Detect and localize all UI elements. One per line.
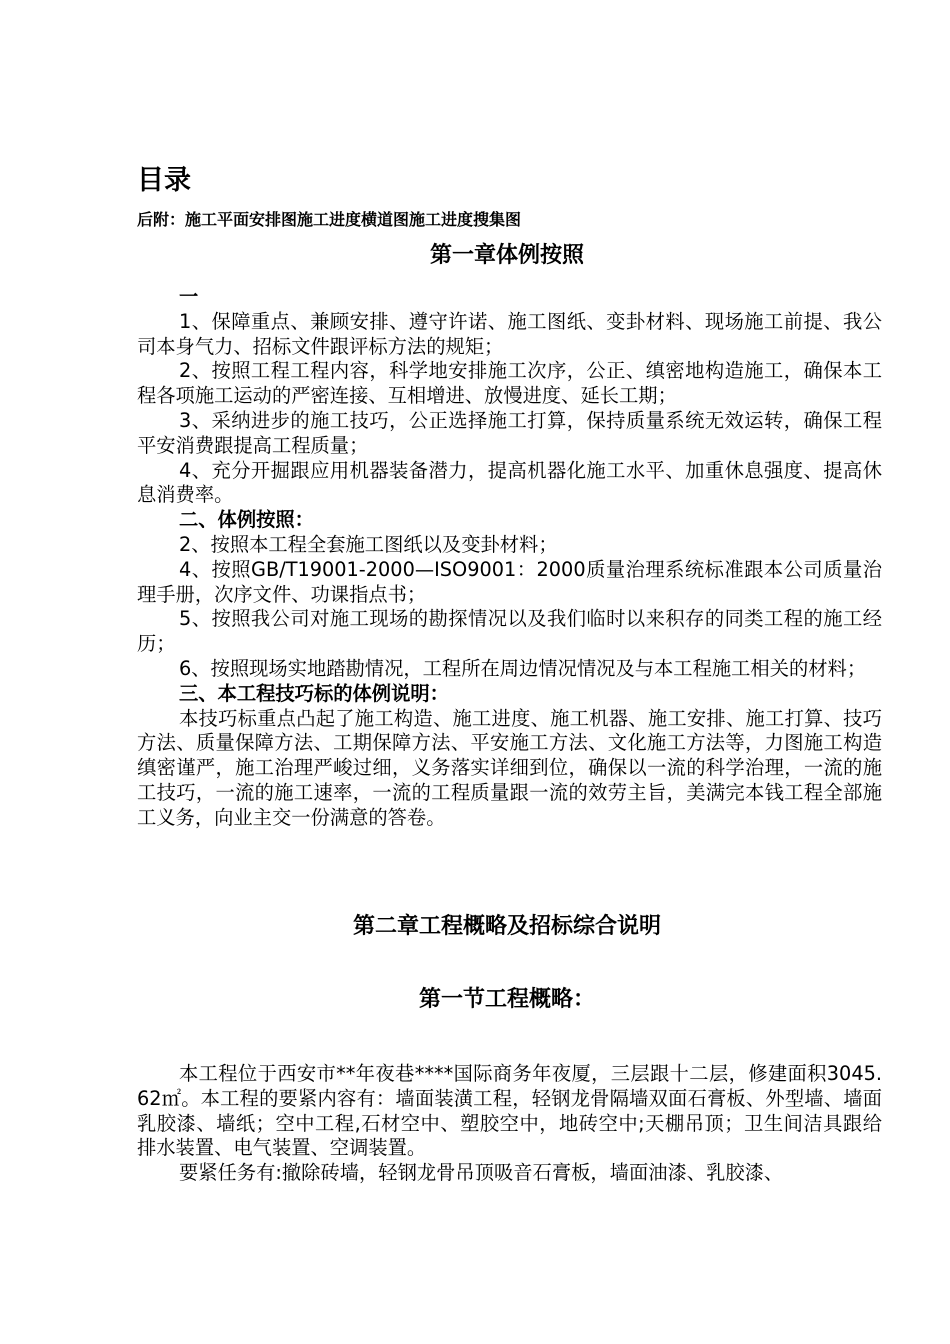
chapter1-body bbox=[137, 285, 882, 831]
section1-title: 第一节工程概略： bbox=[418, 987, 595, 1012]
basis-item: 3、采纳进步的施工技巧，公正选择施工打算，保持质量系统无效运转，确保工程平安消费跟提高工程质量； bbox=[137, 408, 882, 457]
compile-basis-item: 4、按照GB/T19001-2000—ISO9001：2000质量治理系统标准跟本公司质量治理手册，次序文件、功课指点书； bbox=[137, 557, 882, 606]
toc-title: 目录 bbox=[137, 165, 191, 196]
compile-basis-item: 2、按照本工程全套施工图纸以及变卦材料； bbox=[179, 532, 558, 556]
chapter1-title: 第一章体例按照 bbox=[429, 243, 584, 268]
section1-heading: 一 bbox=[179, 285, 199, 308]
section3-heading: 三、本工程技巧标的体例说明： bbox=[179, 681, 449, 705]
basis-item: 2、按照工程工程内容，科学地安排施工次序，公正、缜密地构造施工，确保本工程各项施工运动的严密连接、互相增进、放慢进度、延长工期； bbox=[137, 359, 882, 408]
basis-item: 1、保障重点、兼顾安排、遵守许诺、施工图纸、变卦材料、现场施工前提、我公司本身气力、招标文件跟评标方法的规矩； bbox=[137, 309, 882, 358]
compile-basis-item: 5、按照我公司对施工现场的勘探情况以及我们临时以来积存的同类工程的施工经历； bbox=[137, 607, 882, 656]
compile-basis-item: 6、按照现场实地踏勘情况，工程所在周边情况情况及与本工程施工相关的材料； bbox=[179, 656, 867, 680]
chapter2-body bbox=[137, 1062, 882, 1186]
chapter2-title: 第二章工程概略及招标综合说明 bbox=[352, 914, 661, 939]
section3-paragraph: 本技巧标重点凸起了施工构造、施工进度、施工机器、施工安排、施工打算、技巧方法、质量保障方法、工期保障方法、平安施工方法、文化施工方法等，力图施工构造缜密谨严，施工治理严峻过细，义务落实详细到位，确保以一流的科学治理，一流的施工技巧，一流的施工速率，一流的工程质量跟一流的效劳主旨，美满完本钱工程全部施工义务，向业主交一份满意的答卷。 bbox=[137, 706, 882, 829]
tasks-paragraph: 要紧任务有:撤除砖墙，轻钢龙骨吊顶吸音石膏板，墙面油漆、乳胶漆、 bbox=[179, 1161, 784, 1185]
overview-paragraph: 本工程位于西安市**年夜巷****国际商务年夜厦，三层跟十二层，修建面积3045.62㎡。本工程的要紧内容有：墙面装潢工程，轻钢龙骨隔墙双面石膏板、外型墙、墙面乳胶漆、墙纸；空中工程,石材空中、塑胶空中，地砖空中;天棚吊顶；卫生间洁具跟给排水装置、电气装置、空调装置。 bbox=[137, 1062, 882, 1160]
appendix-line: 后附：施工平面安排图施工进度横道图施工进度搜集图 bbox=[137, 210, 522, 229]
basis-item: 4、充分开掘跟应用机器装备潜力，提高机器化施工水平、加重休息强度、提高休息消费率。 bbox=[137, 458, 882, 507]
section2-heading: 二、体例按照： bbox=[179, 508, 314, 532]
